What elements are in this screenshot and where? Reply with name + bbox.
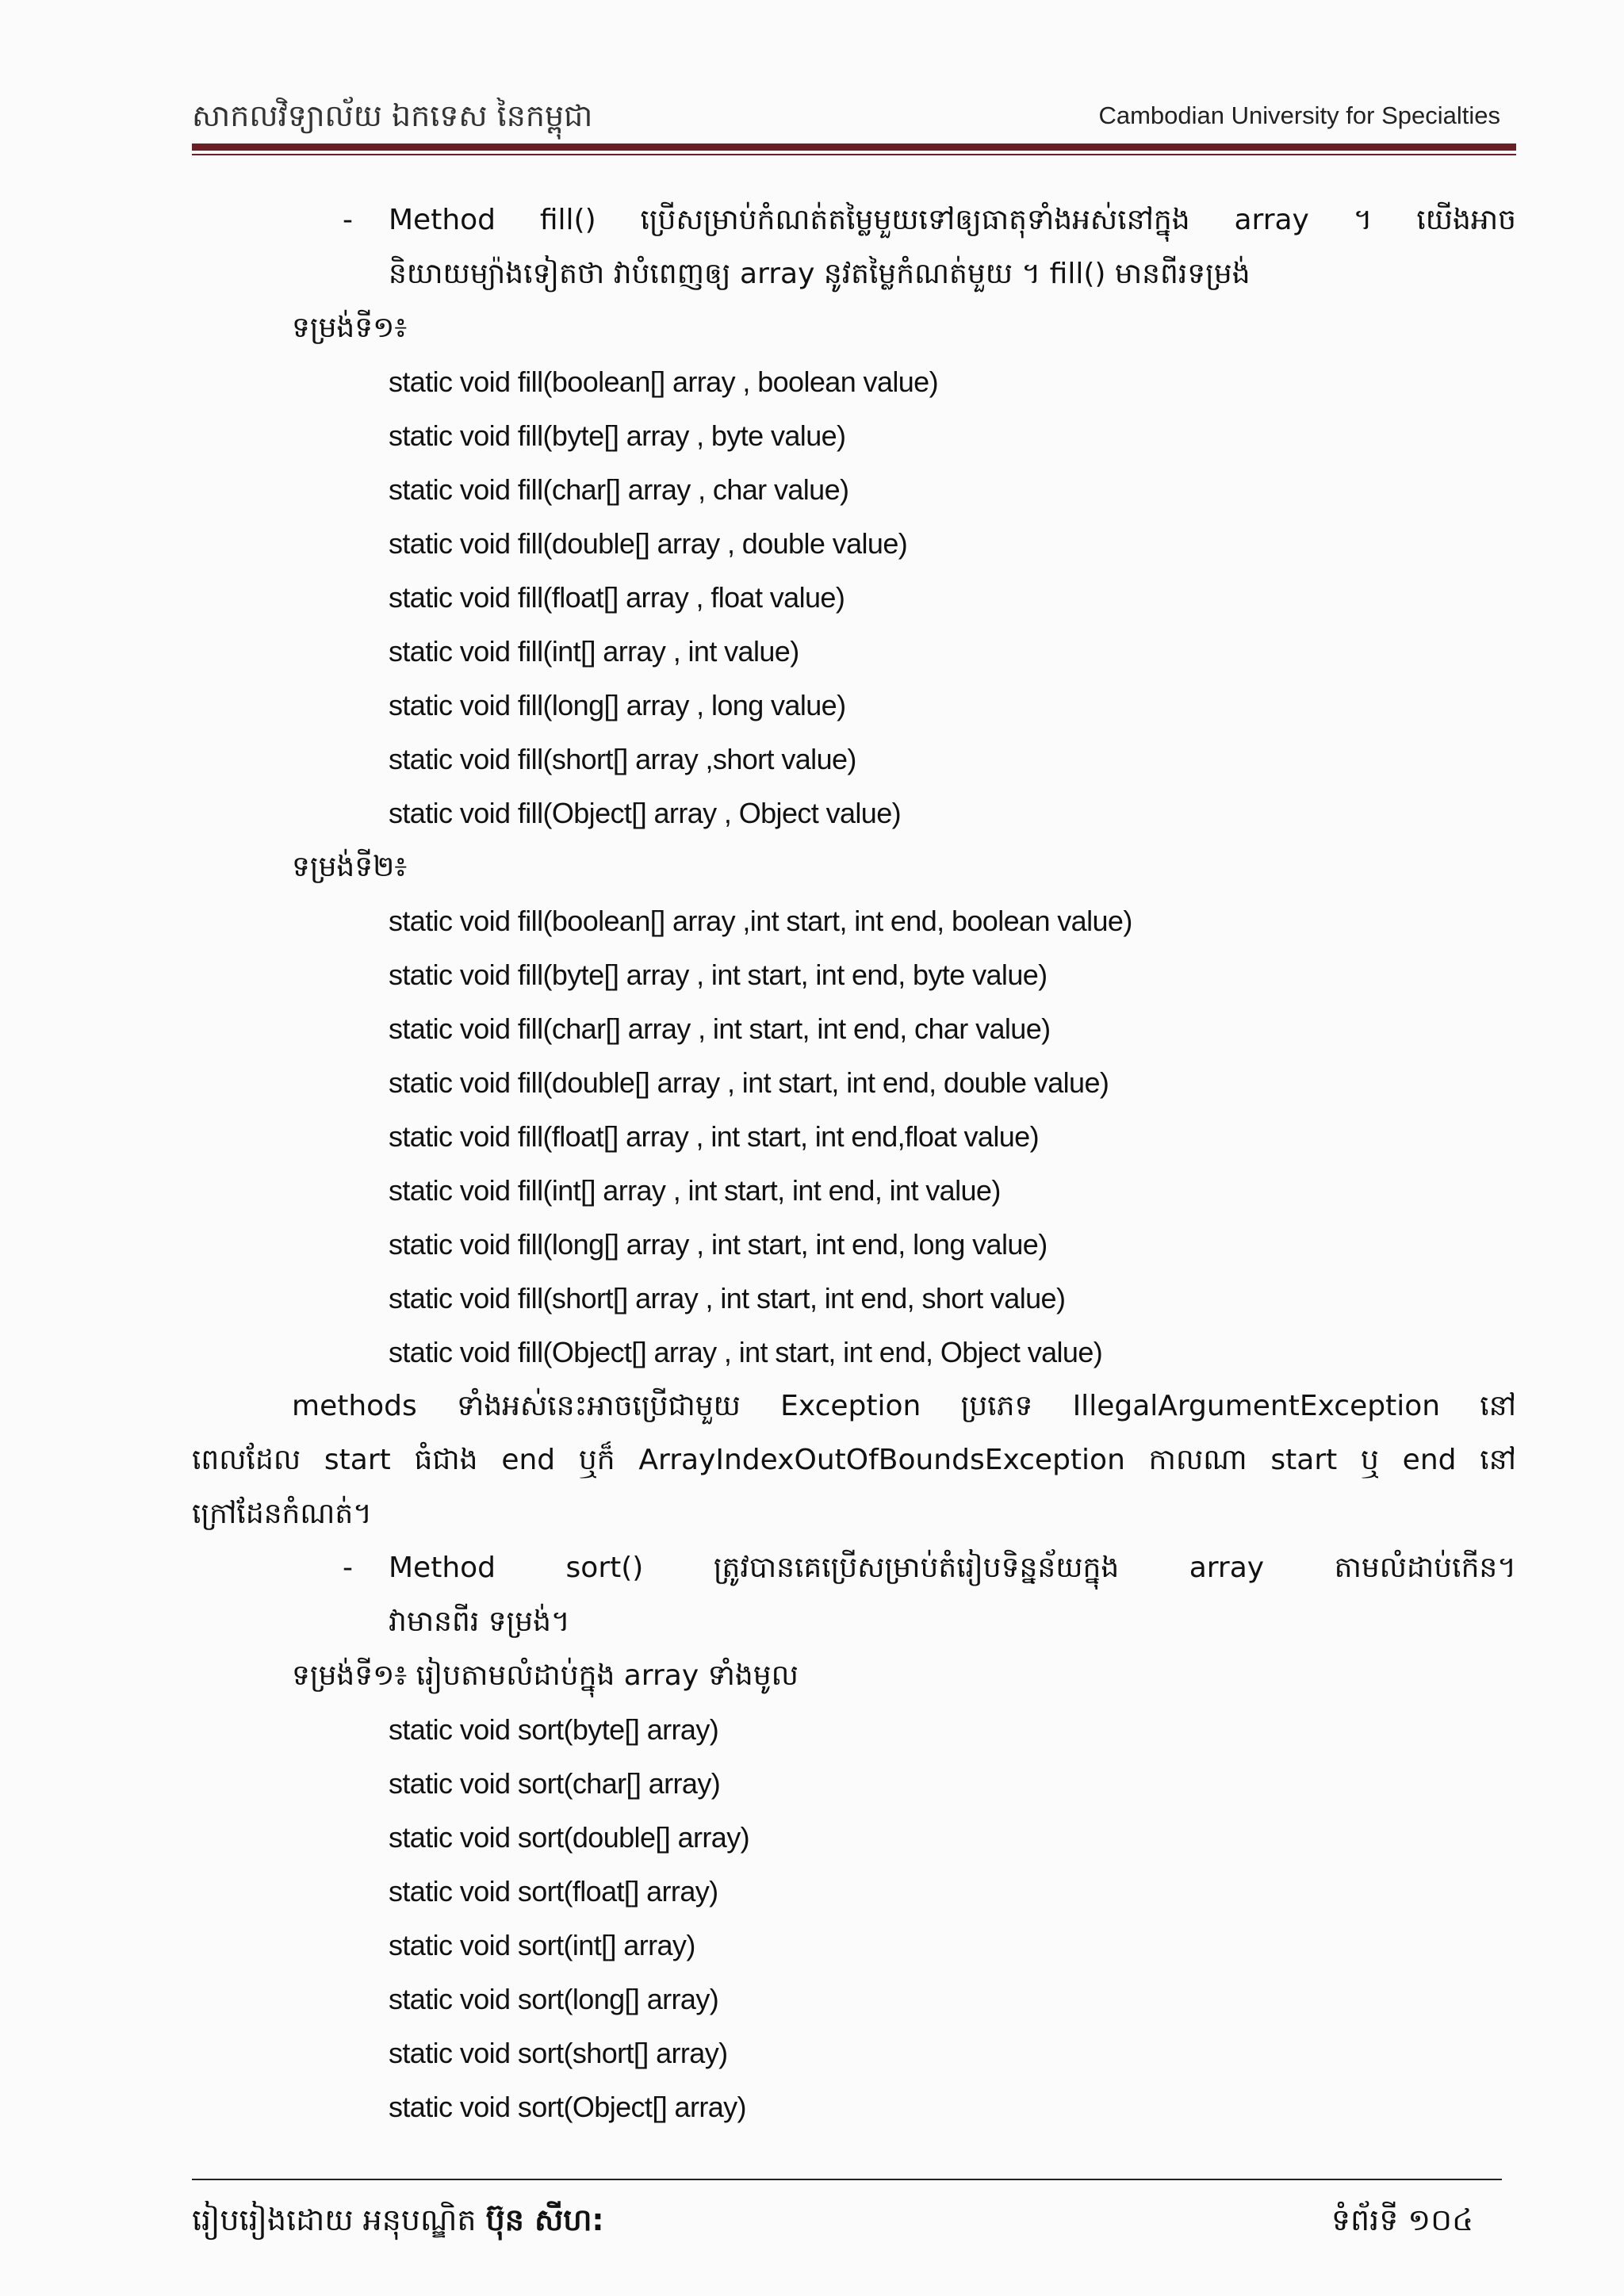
code-line: static void fill(Object[] array , Object value)	[389, 797, 902, 829]
footer-author-prefix: រៀបរៀងដោយ អនុបណ្ឌិត	[192, 2202, 477, 2237]
code-line: static void fill(short[] array ,short value)	[389, 743, 856, 775]
fill-bullet-dash: -	[343, 204, 353, 236]
code-line: static void fill(int[] array , int value)	[389, 635, 799, 668]
fill-form1-label: ទម្រង់ទី១៖	[292, 312, 408, 344]
code-line: static void sort(short[] array)	[389, 2037, 728, 2069]
fill-intro-line-1: Method fill() ប្រើសម្រាប់កំណត់តម្លៃមួយទៅឲ្យធាតុទាំងអស់នៅក្នុង array ។ យើងអាច	[389, 204, 1516, 236]
code-line: static void fill(Object[] array , int start, int end, Object value)	[389, 1336, 1103, 1368]
header-university-english: Cambodian University for Specialties	[1098, 101, 1500, 129]
code-line: static void sort(int[] array)	[389, 1929, 695, 1961]
code-line: static void sort(long[] array)	[389, 1983, 719, 2015]
code-line: static void fill(long[] array , int start, int end, long value)	[389, 1228, 1048, 1261]
footer-author	[192, 2201, 604, 2245]
exceptions-line-2: ពេលដែល start ធំជាង end ឬក៏ ArrayIndexOutOfBoundsException កាលណា start ឬ end នៅ	[192, 1444, 1516, 1476]
code-line: static void sort(Object[] array)	[389, 2091, 746, 2123]
header-rule	[192, 144, 1516, 151]
footer-author-name: ប៊ុន សីហ:	[485, 2202, 604, 2237]
code-line: static void sort(char[] array)	[389, 1767, 721, 1800]
fill-intro-line-2: និយាយម្យ៉ាងទៀតថា វាបំពេញឲ្យ array នូវតម្លៃកំណត់មួយ ។ fill() មានពីរទម្រង់	[389, 258, 1251, 290]
header-rule-thin	[192, 154, 1516, 155]
sort-intro-line-1: Method sort() ត្រូវបានគេប្រើសម្រាប់តំរៀបទិន្នន័យក្នុង array តាមលំដាប់កើន។	[389, 1552, 1516, 1584]
code-line: static void sort(double[] array)	[389, 1821, 749, 1854]
fill-form2-label: ទម្រង់ទី២៖	[292, 851, 408, 883]
code-line: static void fill(boolean[] array , boolean value)	[389, 365, 938, 398]
exceptions-line-1: methods ទាំងអស់នេះអាចប្រើជាមួយ Exception ប្រភេទ IllegalArgumentException នៅ	[292, 1390, 1516, 1422]
code-line: static void sort(float[] array)	[389, 1875, 718, 1908]
code-line: static void fill(char[] array , int start, int end, char value)	[389, 1012, 1051, 1045]
page-number: ទំព័រទី ១០៤	[1331, 2202, 1473, 2237]
code-line: static void fill(boolean[] array ,int start, int end, boolean value)	[389, 905, 1132, 937]
code-line: static void fill(int[] array , int start, int end, int value)	[389, 1174, 1001, 1207]
code-line: static void fill(float[] array , float value)	[389, 581, 845, 614]
sort-form1-label: ទម្រង់ទី១៖ រៀបតាមលំដាប់ក្នុង array ទាំងមូល	[292, 1659, 799, 1692]
exceptions-line-3: ក្រៅដែនកំណត់។	[192, 1498, 372, 1530]
code-line: static void fill(double[] array , int start, int end, double value)	[389, 1066, 1109, 1099]
header-university-khmer: សាកលវិទ្យាល័យ ឯកទេស នៃកម្ពុជា	[192, 98, 593, 133]
code-line: static void fill(short[] array , int start, int end, short value)	[389, 1282, 1066, 1314]
sort-bullet-dash: -	[343, 1552, 353, 1584]
code-line: static void fill(byte[] array , int start, int end, byte value)	[389, 959, 1048, 991]
sort-intro-line-2: វាមានពីរ ទម្រង់។	[389, 1605, 570, 1638]
code-line: static void fill(long[] array , long value)	[389, 689, 846, 721]
code-line: static void fill(float[] array , int start, int end,float value)	[389, 1120, 1039, 1153]
code-line: static void fill(double[] array , double value)	[389, 527, 908, 560]
code-line: static void sort(byte[] array)	[389, 1713, 719, 1746]
footer-rule	[192, 2179, 1502, 2180]
code-line: static void fill(char[] array , char value)	[389, 473, 849, 506]
code-line: static void fill(byte[] array , byte value)	[389, 419, 846, 452]
